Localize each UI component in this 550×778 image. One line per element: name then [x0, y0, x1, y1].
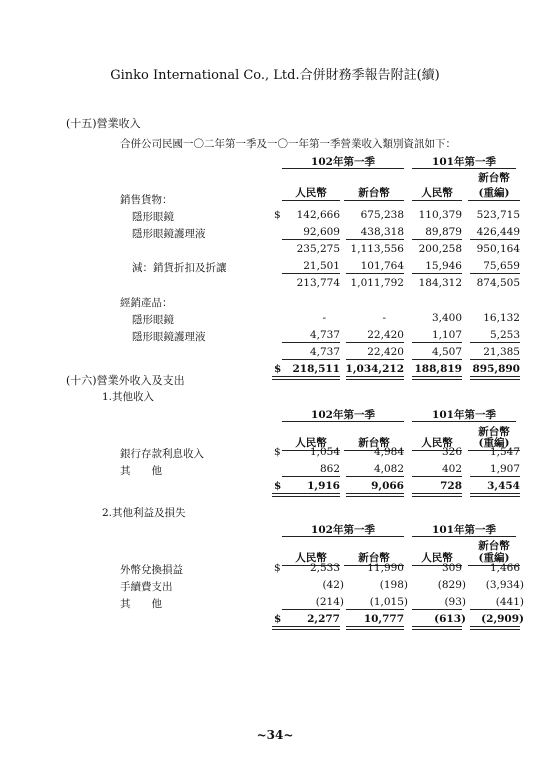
category-sales-goods: 銷售貨物： [120, 194, 173, 206]
cell: 92,609 [303, 226, 340, 238]
period-underline [412, 168, 516, 169]
total-cell: 218,511 [292, 363, 340, 375]
column-header-rmb: 人民幣 [282, 435, 340, 451]
cell: 402 [441, 463, 462, 475]
column-header-rmb: 人民幣 [412, 550, 462, 566]
underline [412, 273, 462, 274]
row-label: 其 他 [120, 598, 162, 610]
cell: 1,107 [431, 329, 462, 341]
total-cell: 10,777 [363, 613, 404, 625]
cell: 309 [441, 562, 462, 574]
cell: - [382, 312, 386, 324]
underline [470, 609, 520, 610]
underline [470, 239, 520, 240]
row-label: 其 他 [120, 465, 162, 477]
cell: 15,946 [425, 260, 462, 272]
cell: (42) [322, 579, 344, 591]
double-underline [470, 493, 520, 497]
period-underline [282, 536, 404, 537]
dollar-sign: $ [274, 613, 282, 625]
underline [346, 273, 404, 274]
underline [412, 359, 462, 360]
underline [412, 609, 462, 610]
double-underline [346, 493, 404, 497]
page-title: Ginko International Co., Ltd.合併財務季報告附註(續) [110, 68, 440, 83]
cell: 21,501 [303, 260, 340, 272]
underline [470, 342, 520, 343]
double-underline [412, 626, 462, 630]
cell: - [322, 312, 326, 324]
column-header-ntd-restated: (重編) [468, 435, 520, 451]
period-header-2013: 102年第一季 [311, 524, 375, 536]
section-16-heading: (十六)營業外收入及支出 [66, 374, 185, 387]
section-15-intro: 合併公司民國一〇二年第一季及一〇一年第一季營業收入類別資訊如下： [120, 138, 456, 150]
total-cell: 3,454 [487, 480, 520, 492]
cell: 11,990 [367, 562, 404, 574]
period-header-2012: 101年第一季 [432, 409, 496, 421]
cell: 110,379 [418, 209, 462, 221]
row-label: 外幣兌換損益 [120, 564, 183, 576]
underline [346, 476, 404, 477]
cell: 184,312 [418, 277, 462, 289]
column-header-rmb: 人民幣 [282, 185, 340, 201]
double-underline [470, 376, 520, 380]
double-underline [346, 626, 404, 630]
cell: 675,238 [360, 209, 404, 221]
cell: 22,420 [367, 346, 404, 358]
underline [346, 359, 404, 360]
cell: 5,253 [489, 329, 520, 341]
cell: 1,907 [489, 463, 520, 475]
column-header-ntd-restated: (重編) [468, 185, 520, 201]
period-underline [282, 168, 404, 169]
cell: 438,318 [360, 226, 404, 238]
column-header-ntd-top: 新台幣 [478, 426, 510, 438]
cell: 1,011,792 [350, 277, 404, 289]
dollar-sign: $ [274, 480, 282, 492]
column-header-ntd-top: 新台幣 [478, 540, 510, 552]
row-label: 隱形眼鏡護理液 [132, 331, 206, 343]
cell: 235,275 [296, 243, 340, 255]
column-header-ntd: 新台幣 [344, 185, 404, 201]
subsection-other-income: 1.其他收入 [102, 391, 155, 403]
cell: 22,420 [367, 329, 404, 341]
cell: (3,934) [485, 579, 524, 591]
column-header-ntd-top: 新台幣 [478, 172, 510, 184]
period-underline [412, 536, 516, 537]
cell: 1,547 [489, 446, 520, 458]
underline [412, 476, 462, 477]
column-header-rmb: 人民幣 [412, 435, 462, 451]
dollar-sign: $ [274, 562, 281, 574]
row-label: 減：銷貨折扣及折讓 [132, 262, 227, 274]
total-cell: 1,916 [307, 480, 340, 492]
column-header-rmb: 人民幣 [282, 550, 340, 566]
double-underline [272, 626, 340, 630]
cell: (198) [379, 579, 408, 591]
row-label: 銀行存款利息收入 [120, 448, 204, 460]
cell: 1,054 [309, 446, 340, 458]
underline [282, 239, 340, 240]
double-underline [346, 376, 404, 380]
total-cell: 2,277 [307, 613, 340, 625]
underline [470, 359, 520, 360]
cell: 874,505 [476, 277, 520, 289]
cell: 4,737 [309, 346, 340, 358]
total-cell: 728 [440, 480, 462, 492]
page-number: ~34~ [256, 728, 294, 742]
cell: 426,449 [476, 226, 520, 238]
underline [470, 273, 520, 274]
underline [282, 273, 340, 274]
underline [412, 342, 462, 343]
underline [346, 342, 404, 343]
cell: (214) [315, 596, 344, 608]
cell: (441) [495, 596, 524, 608]
subsection-other-gains-losses: 2.其他利益及損失 [102, 507, 186, 519]
cell: 862 [319, 463, 340, 475]
row-label: 隱形眼鏡 [132, 314, 174, 326]
period-underline [282, 421, 404, 422]
underline [470, 476, 520, 477]
cell: 200,258 [418, 243, 462, 255]
dollar-sign: $ [274, 446, 281, 458]
cell: 950,164 [476, 243, 520, 255]
cell: 16,132 [483, 312, 520, 324]
cell: 4,984 [373, 446, 404, 458]
double-underline [412, 376, 462, 380]
cell: 523,715 [476, 209, 520, 221]
double-underline [412, 493, 462, 497]
period-header-2012: 101年第一季 [432, 156, 496, 168]
underline [282, 476, 340, 477]
cell: 21,385 [483, 346, 520, 358]
column-header-ntd: 新台幣 [344, 435, 404, 451]
double-underline [272, 376, 340, 380]
cell: 213,774 [296, 277, 340, 289]
section-15-heading: (十五)營業收入 [66, 117, 141, 130]
cell: 89,879 [425, 226, 462, 238]
total-cell: (613) [434, 613, 466, 625]
category-distributed-products: 經銷產品： [120, 297, 173, 309]
period-underline [412, 421, 516, 422]
row-label: 手續費支出 [120, 581, 173, 593]
underline [412, 239, 462, 240]
period-header-2013: 102年第一季 [311, 409, 375, 421]
underline [282, 359, 340, 360]
cell: 1,113,556 [350, 243, 404, 255]
cell: 4,507 [431, 346, 462, 358]
total-cell: 9,066 [371, 480, 404, 492]
double-underline [470, 626, 520, 630]
cell: (829) [437, 579, 466, 591]
total-cell: 1,034,212 [345, 363, 404, 375]
period-header-2012: 101年第一季 [432, 524, 496, 536]
row-label: 隱形眼鏡護理液 [132, 228, 206, 240]
cell: 101,764 [360, 260, 404, 272]
period-header-2013: 102年第一季 [311, 156, 375, 168]
cell: 326 [441, 446, 462, 458]
row-label: 隱形眼鏡 [132, 211, 174, 223]
dollar-sign: $ [274, 363, 282, 375]
total-cell: 895,890 [472, 363, 520, 375]
cell: 75,659 [483, 260, 520, 272]
underline [282, 342, 340, 343]
cell: 4,737 [309, 329, 340, 341]
underline [346, 239, 404, 240]
cell: 1,466 [489, 562, 520, 574]
cell: 142,666 [296, 209, 340, 221]
column-header-ntd: 新台幣 [344, 550, 404, 566]
total-cell: 188,819 [414, 363, 462, 375]
column-header-rmb: 人民幣 [412, 185, 462, 201]
cell: 3,400 [431, 312, 462, 324]
cell: (93) [444, 596, 466, 608]
cell: 4,082 [373, 463, 404, 475]
cell: (1,015) [369, 596, 408, 608]
cell: 2,533 [309, 562, 340, 574]
column-header-ntd-restated: (重編) [468, 550, 520, 566]
underline [282, 609, 340, 610]
dollar-sign: $ [274, 209, 281, 221]
double-underline [272, 493, 340, 497]
total-cell: (2,909) [481, 613, 524, 625]
underline [346, 609, 404, 610]
